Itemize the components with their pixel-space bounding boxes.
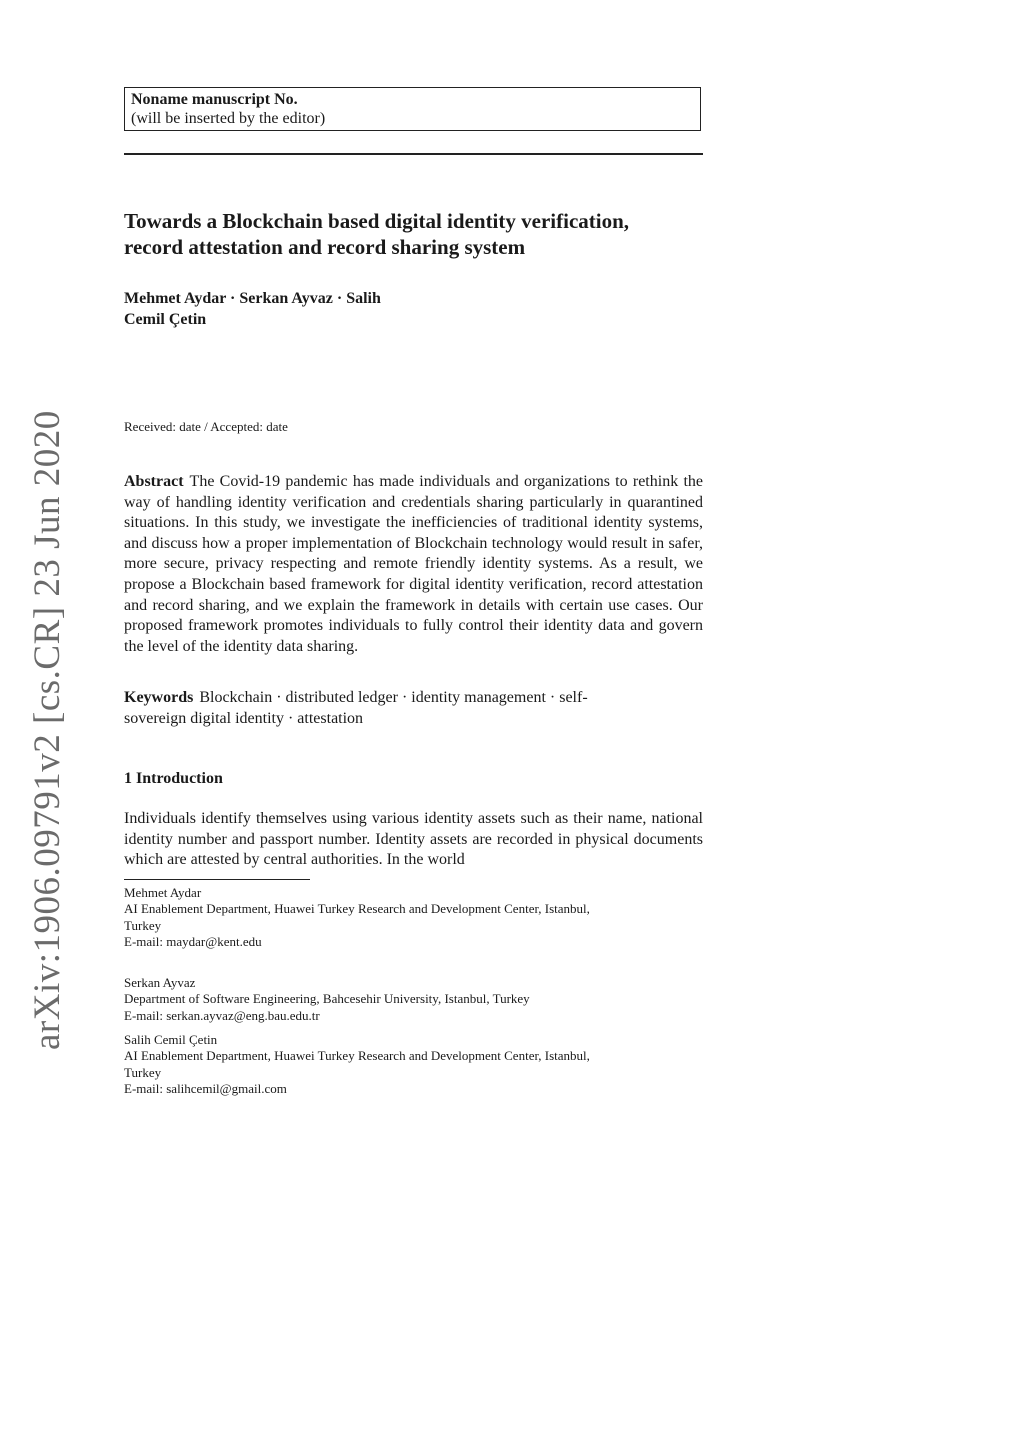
authors-line-1: Mehmet Aydar · Serkan Ayvaz · Salih xyxy=(124,290,381,307)
keywords-line-1: Blockchain · distributed ledger · identity management · self- xyxy=(199,689,588,706)
affiliation-cetin xyxy=(124,1032,703,1097)
keywords-label: Keywords xyxy=(124,689,194,706)
authors-line-2: Cemil Çetin xyxy=(124,311,207,328)
affiliation-email: E-mail: maydar@kent.edu xyxy=(124,933,262,949)
abstract-label: Abstract xyxy=(124,473,184,490)
title-divider xyxy=(124,153,703,155)
affiliation-ayvaz xyxy=(124,975,703,1024)
arxiv-identifier: arXiv:1906.09791v2 [cs.CR] 23 Jun 2020 xyxy=(27,410,68,1050)
affiliation-email: E-mail: salihcemil@gmail.com xyxy=(124,1080,287,1096)
section-heading-introduction: 1 Introduction xyxy=(124,770,223,787)
keywords-line-2: sovereign digital identity · attestation xyxy=(124,709,364,727)
editor-note: (will be inserted by the editor) xyxy=(131,110,326,127)
affiliation-name: Mehmet Aydar xyxy=(124,885,202,900)
affiliation-email: E-mail: serkan.ayvaz@eng.bau.edu.tr xyxy=(124,1007,320,1023)
received-accepted-date: Received: date / Accepted: date xyxy=(124,419,288,434)
manuscript-number-label: Noname manuscript No. xyxy=(131,91,298,108)
title-line-2: record attestation and record sharing system xyxy=(124,235,526,259)
paper-title xyxy=(124,208,724,260)
affiliation-department-cont: Turkey xyxy=(124,917,162,933)
affiliation-name: Salih Cemil Çetin xyxy=(124,1032,218,1047)
affiliation-department: AI Enablement Department, Huawei Turkey Research and Development Center, Istanbul, xyxy=(124,901,590,917)
abstract xyxy=(124,472,703,657)
abstract-text: The Covid-19 pandemic has made individuals and organizations to rethink the way of handling identity verification and credentials sharing particularly in quarantined situations. In this study, we investigate the inefficiencies of traditional identity systems, and discuss how a proper implementation of Blockchain technology would result in safer, more secure, privacy respecting and remote friendly identity systems. As a result, we propose a Blockchain based framework for digital identity verification, record attestation and record sharing, and we explain the framework in details with certain use cases. Our proposed framework promotes individuals to fully control their identity data and govern the level of the identity data sharing. xyxy=(124,473,703,655)
manuscript-header-box xyxy=(124,87,701,131)
author-list xyxy=(124,288,524,330)
introduction-paragraph: Individuals identify themselves using various identity assets such as their name, national identity number and passport number. Identity assets are recorded in physical documents which are attested by central authorities. In the world xyxy=(124,810,703,869)
affiliation-aydar xyxy=(124,885,703,950)
affiliation-department: AI Enablement Department, Huawei Turkey Research and Development Center, Istanbul, xyxy=(124,1048,590,1064)
footnote-divider xyxy=(124,879,310,880)
affiliation-name: Serkan Ayvaz xyxy=(124,975,196,990)
title-line-1: Towards a Blockchain based digital identity verification, xyxy=(124,209,630,233)
affiliation-department-cont: Turkey xyxy=(124,1064,162,1080)
keywords xyxy=(124,688,684,729)
affiliation-department: Department of Software Engineering, Bahcesehir University, Istanbul, Turkey xyxy=(124,991,530,1007)
